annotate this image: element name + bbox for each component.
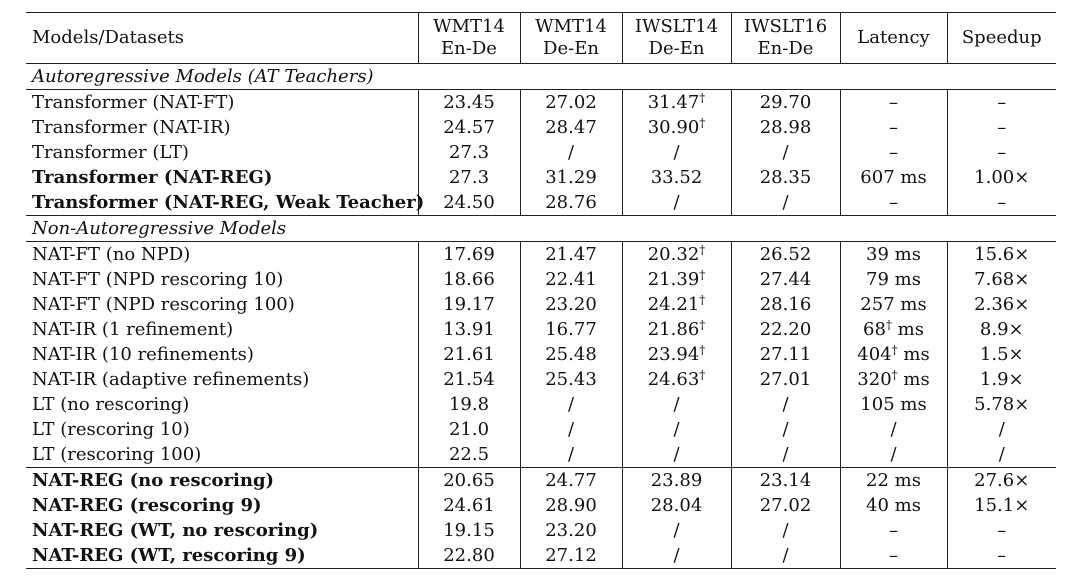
value-cell: 15.6× [947, 242, 1056, 268]
value-cell: 19.8 [418, 392, 520, 417]
value-cell: 27.01 [731, 367, 840, 392]
table-row [26, 392, 1056, 417]
value-cell: 404† ms [840, 342, 947, 367]
table-row [26, 292, 1056, 317]
value-cell: 21.86† [622, 317, 731, 342]
value-cell: 21.61 [418, 342, 520, 367]
value-cell: 28.47 [520, 115, 622, 140]
value-cell: 23.14 [731, 468, 840, 494]
value-cell: 18.66 [418, 267, 520, 292]
value-cell: 25.43 [520, 367, 622, 392]
model-name-cell: Transformer (NAT-REG) [32, 166, 273, 188]
section-title: Non-Autoregressive Models [32, 217, 287, 239]
model-name-cell: NAT-REG (no rescoring) [32, 469, 275, 491]
value-cell: 22 ms [840, 468, 947, 494]
model-name-cell: LT (rescoring 10) [32, 418, 190, 440]
value-cell: 16.77 [520, 317, 622, 342]
value-cell: 28.35 [731, 165, 840, 190]
value-cell: 20.32† [622, 242, 731, 268]
value-cell: – [947, 190, 1056, 216]
value-cell: / [731, 140, 840, 165]
value-cell: 30.90† [622, 115, 731, 140]
value-cell: 27.3 [418, 165, 520, 190]
value-cell: 28.16 [731, 292, 840, 317]
value-cell: / [840, 417, 947, 442]
value-cell: 27.11 [731, 342, 840, 367]
model-name-cell: LT (rescoring 100) [32, 443, 202, 465]
results-table-container [26, 12, 1056, 569]
value-cell: 31.47† [622, 90, 731, 116]
model-name-cell: NAT-IR (adaptive refinements) [32, 368, 310, 390]
value-cell: 28.04 [622, 493, 731, 518]
model-name-cell: Transformer (NAT-FT) [32, 91, 235, 113]
value-cell: 21.47 [520, 242, 622, 268]
value-cell: / [731, 392, 840, 417]
value-cell: – [840, 140, 947, 165]
value-cell: 19.17 [418, 292, 520, 317]
value-cell: 40 ms [840, 493, 947, 518]
value-cell: 27.02 [731, 493, 840, 518]
model-name-cell: Transformer (LT) [32, 141, 189, 163]
value-cell: / [622, 392, 731, 417]
table-row [26, 90, 1056, 116]
value-cell: – [840, 90, 947, 116]
dagger-mark: † [885, 317, 892, 332]
table-row [26, 518, 1056, 543]
column-header: Latency [840, 13, 947, 64]
value-cell: 68† ms [840, 317, 947, 342]
value-cell: / [520, 442, 622, 468]
model-name-cell: NAT-FT (no NPD) [32, 243, 191, 265]
model-name-cell: LT (no rescoring) [32, 393, 190, 415]
value-cell: 26.52 [731, 242, 840, 268]
model-name-cell: NAT-IR (1 refinement) [32, 318, 234, 340]
value-cell: / [731, 518, 840, 543]
value-cell: / [622, 140, 731, 165]
value-cell: 31.29 [520, 165, 622, 190]
value-cell: – [947, 140, 1056, 165]
dagger-mark: † [699, 267, 706, 282]
value-cell: / [520, 392, 622, 417]
value-cell: 7.68× [947, 267, 1056, 292]
value-cell: 1.00× [947, 165, 1056, 190]
dagger-mark: † [891, 367, 898, 382]
column-header: WMT14 De-En [520, 13, 622, 64]
value-cell: – [840, 518, 947, 543]
value-cell: / [947, 417, 1056, 442]
value-cell: / [520, 140, 622, 165]
column-header: WMT14 En-De [418, 13, 520, 64]
value-cell: – [947, 90, 1056, 116]
table-body [26, 64, 1056, 569]
model-name-cell: Transformer (NAT-IR) [32, 116, 231, 138]
value-cell: / [622, 442, 731, 468]
value-cell: / [731, 442, 840, 468]
table-row [26, 317, 1056, 342]
table-row [26, 190, 1056, 216]
table-row [26, 543, 1056, 569]
value-cell: 24.50 [418, 190, 520, 216]
table-row [26, 165, 1056, 190]
table-row [26, 417, 1056, 442]
value-cell: / [622, 417, 731, 442]
model-name-cell: NAT-FT (NPD rescoring 10) [32, 268, 284, 290]
model-name-cell: NAT-FT (NPD rescoring 100) [32, 293, 295, 315]
value-cell: 28.76 [520, 190, 622, 216]
value-cell: 15.1× [947, 493, 1056, 518]
value-cell: 27.44 [731, 267, 840, 292]
value-cell: – [947, 518, 1056, 543]
dagger-mark: † [699, 292, 706, 307]
dagger-mark: † [699, 242, 706, 257]
value-cell: 320† ms [840, 367, 947, 392]
value-cell: – [947, 543, 1056, 569]
value-cell: 24.57 [418, 115, 520, 140]
dagger-mark: † [699, 367, 706, 382]
value-cell: 105 ms [840, 392, 947, 417]
value-cell: 27.3 [418, 140, 520, 165]
value-cell: 23.20 [520, 518, 622, 543]
section-title: Autoregressive Models (AT Teachers) [32, 65, 374, 87]
value-cell: 33.52 [622, 165, 731, 190]
value-cell: 24.77 [520, 468, 622, 494]
dagger-mark: † [699, 317, 706, 332]
table-row [26, 342, 1056, 367]
value-cell: / [622, 543, 731, 569]
value-cell: 19.15 [418, 518, 520, 543]
value-cell: 21.39† [622, 267, 731, 292]
table-header-row [26, 13, 1056, 64]
section-header-row [26, 216, 1056, 242]
table-row [26, 468, 1056, 494]
value-cell: / [731, 417, 840, 442]
column-header: Models/Datasets [32, 27, 184, 48]
value-cell: / [622, 190, 731, 216]
value-cell: – [840, 190, 947, 216]
dagger-mark: † [699, 90, 706, 105]
value-cell: 23.89 [622, 468, 731, 494]
model-name-cell: NAT-IR (10 refinements) [32, 343, 254, 365]
column-header: IWSLT14 De-En [622, 13, 731, 64]
value-cell: – [947, 115, 1056, 140]
value-cell: 1.5× [947, 342, 1056, 367]
table-row [26, 267, 1056, 292]
table-row [26, 115, 1056, 140]
value-cell: 28.90 [520, 493, 622, 518]
value-cell: – [840, 543, 947, 569]
value-cell: 27.12 [520, 543, 622, 569]
value-cell: 5.78× [947, 392, 1056, 417]
value-cell: – [840, 115, 947, 140]
value-cell: 2.36× [947, 292, 1056, 317]
model-name-cell: NAT-REG (WT, rescoring 9) [32, 544, 306, 566]
value-cell: 29.70 [731, 90, 840, 116]
value-cell: / [731, 190, 840, 216]
value-cell: 1.9× [947, 367, 1056, 392]
value-cell: 13.91 [418, 317, 520, 342]
dagger-mark: † [891, 342, 898, 357]
value-cell: 21.0 [418, 417, 520, 442]
dagger-mark: † [699, 115, 706, 130]
value-cell: 23.94† [622, 342, 731, 367]
column-header: IWSLT16 En-De [731, 13, 840, 64]
dagger-mark: † [699, 342, 706, 357]
value-cell: / [840, 442, 947, 468]
value-cell: 22.41 [520, 267, 622, 292]
column-header: Speedup [947, 13, 1056, 64]
value-cell: 23.20 [520, 292, 622, 317]
value-cell: 24.63† [622, 367, 731, 392]
value-cell: / [622, 518, 731, 543]
table-row [26, 140, 1056, 165]
value-cell: 27.02 [520, 90, 622, 116]
results-table [26, 12, 1056, 569]
value-cell: 79 ms [840, 267, 947, 292]
value-cell: 20.65 [418, 468, 520, 494]
value-cell: 607 ms [840, 165, 947, 190]
value-cell: 25.48 [520, 342, 622, 367]
value-cell: 24.21† [622, 292, 731, 317]
section-header-row [26, 64, 1056, 90]
model-name-cell: NAT-REG (rescoring 9) [32, 494, 262, 516]
value-cell: / [731, 543, 840, 569]
value-cell: 27.6× [947, 468, 1056, 494]
value-cell: / [520, 417, 622, 442]
value-cell: 8.9× [947, 317, 1056, 342]
value-cell: 23.45 [418, 90, 520, 116]
table-row [26, 367, 1056, 392]
table-row [26, 493, 1056, 518]
model-name-cell: Transformer (NAT-REG, Weak Teacher) [32, 191, 425, 213]
value-cell: / [947, 442, 1056, 468]
value-cell: 22.20 [731, 317, 840, 342]
value-cell: 257 ms [840, 292, 947, 317]
value-cell: 17.69 [418, 242, 520, 268]
model-name-cell: NAT-REG (WT, no rescoring) [32, 519, 319, 541]
table-row [26, 442, 1056, 468]
value-cell: 22.5 [418, 442, 520, 468]
table-row [26, 242, 1056, 268]
value-cell: 24.61 [418, 493, 520, 518]
value-cell: 28.98 [731, 115, 840, 140]
value-cell: 21.54 [418, 367, 520, 392]
value-cell: 22.80 [418, 543, 520, 569]
value-cell: 39 ms [840, 242, 947, 268]
